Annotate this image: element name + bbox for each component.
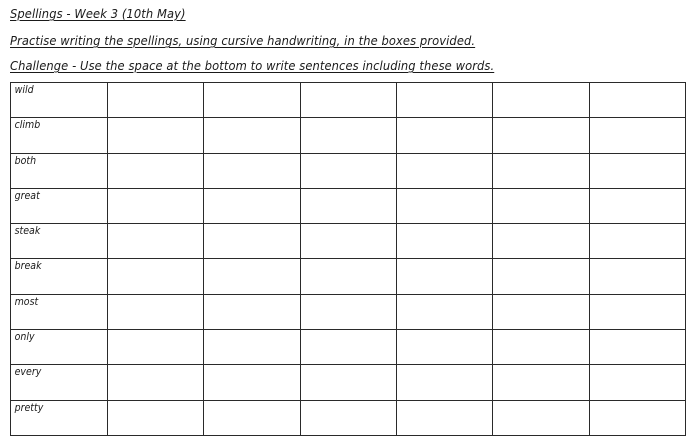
practice-box[interactable] <box>300 153 396 188</box>
practice-box[interactable] <box>204 294 300 329</box>
practice-box[interactable] <box>108 188 204 223</box>
spelling-row <box>11 294 686 329</box>
spelling-word: climb <box>14 119 41 132</box>
practice-box[interactable] <box>300 294 396 329</box>
practice-box[interactable] <box>493 400 589 435</box>
practice-box[interactable] <box>493 365 589 400</box>
spelling-practice-grid <box>10 82 686 436</box>
practice-box[interactable] <box>589 83 685 118</box>
practice-box[interactable] <box>204 400 300 435</box>
instruction-text: Practise writing the spellings, using cursive handwriting, in the boxes provided. <box>10 33 476 48</box>
practice-box[interactable] <box>396 153 492 188</box>
practice-box[interactable] <box>589 330 685 365</box>
practice-box[interactable] <box>589 365 685 400</box>
practice-box[interactable] <box>589 400 685 435</box>
practice-box[interactable] <box>493 118 589 153</box>
practice-box[interactable] <box>396 118 492 153</box>
practice-box[interactable] <box>300 224 396 259</box>
practice-box[interactable] <box>589 153 685 188</box>
practice-box[interactable] <box>108 259 204 294</box>
practice-box[interactable] <box>396 188 492 223</box>
worksheet-title: Spellings - Week 3 (10th May) <box>10 6 186 21</box>
practice-box[interactable] <box>108 294 204 329</box>
practice-box[interactable] <box>493 294 589 329</box>
practice-box[interactable] <box>396 294 492 329</box>
practice-box[interactable] <box>300 330 396 365</box>
spelling-word-cell <box>11 365 108 400</box>
practice-box[interactable] <box>108 153 204 188</box>
practice-box[interactable] <box>396 330 492 365</box>
practice-box[interactable] <box>204 188 300 223</box>
spelling-word-cell <box>11 188 108 223</box>
practice-box[interactable] <box>204 153 300 188</box>
spelling-word-cell <box>11 224 108 259</box>
practice-box[interactable] <box>300 400 396 435</box>
practice-box[interactable] <box>396 365 492 400</box>
spelling-row <box>11 259 686 294</box>
spelling-row <box>11 188 686 223</box>
spelling-word: break <box>14 260 42 273</box>
practice-box[interactable] <box>108 224 204 259</box>
spelling-word: most <box>14 295 39 308</box>
practice-box[interactable] <box>493 330 589 365</box>
practice-box[interactable] <box>204 224 300 259</box>
spelling-row <box>11 365 686 400</box>
practice-box[interactable] <box>204 83 300 118</box>
practice-box[interactable] <box>300 365 396 400</box>
practice-box[interactable] <box>204 365 300 400</box>
spelling-word-cell <box>11 83 108 118</box>
spelling-word-cell <box>11 330 108 365</box>
practice-box[interactable] <box>204 118 300 153</box>
practice-box[interactable] <box>300 83 396 118</box>
practice-box[interactable] <box>300 188 396 223</box>
spelling-word-cell <box>11 153 108 188</box>
spelling-word: both <box>14 154 37 167</box>
spelling-word: great <box>14 189 40 202</box>
spelling-row <box>11 83 686 118</box>
spelling-word-cell <box>11 294 108 329</box>
practice-box[interactable] <box>108 83 204 118</box>
practice-box[interactable] <box>396 259 492 294</box>
practice-box[interactable] <box>493 153 589 188</box>
spelling-row <box>11 400 686 435</box>
spelling-word-cell <box>11 118 108 153</box>
practice-box[interactable] <box>108 330 204 365</box>
practice-box[interactable] <box>589 224 685 259</box>
practice-box[interactable] <box>493 259 589 294</box>
spelling-word-cell <box>11 259 108 294</box>
practice-box[interactable] <box>108 365 204 400</box>
spelling-word-cell <box>11 400 108 435</box>
practice-box[interactable] <box>493 83 589 118</box>
practice-box[interactable] <box>589 188 685 223</box>
practice-box[interactable] <box>589 118 685 153</box>
practice-box[interactable] <box>396 400 492 435</box>
challenge-text: Challenge - Use the space at the bottom to write sentences including these words. <box>10 58 495 73</box>
spelling-row <box>11 224 686 259</box>
spelling-word: steak <box>14 225 41 238</box>
practice-box[interactable] <box>108 400 204 435</box>
practice-box[interactable] <box>493 188 589 223</box>
practice-box[interactable] <box>300 118 396 153</box>
spelling-row <box>11 118 686 153</box>
practice-box[interactable] <box>204 259 300 294</box>
spelling-word: only <box>14 331 35 344</box>
spelling-row <box>11 330 686 365</box>
practice-box[interactable] <box>589 294 685 329</box>
practice-box[interactable] <box>204 330 300 365</box>
practice-box[interactable] <box>108 118 204 153</box>
practice-box[interactable] <box>396 224 492 259</box>
spelling-word: every <box>14 366 42 379</box>
spelling-word: pretty <box>14 401 44 414</box>
practice-box[interactable] <box>493 224 589 259</box>
practice-box[interactable] <box>300 259 396 294</box>
spelling-row <box>11 153 686 188</box>
spelling-word: wild <box>14 84 34 96</box>
practice-box[interactable] <box>589 259 685 294</box>
practice-box[interactable] <box>396 83 492 118</box>
